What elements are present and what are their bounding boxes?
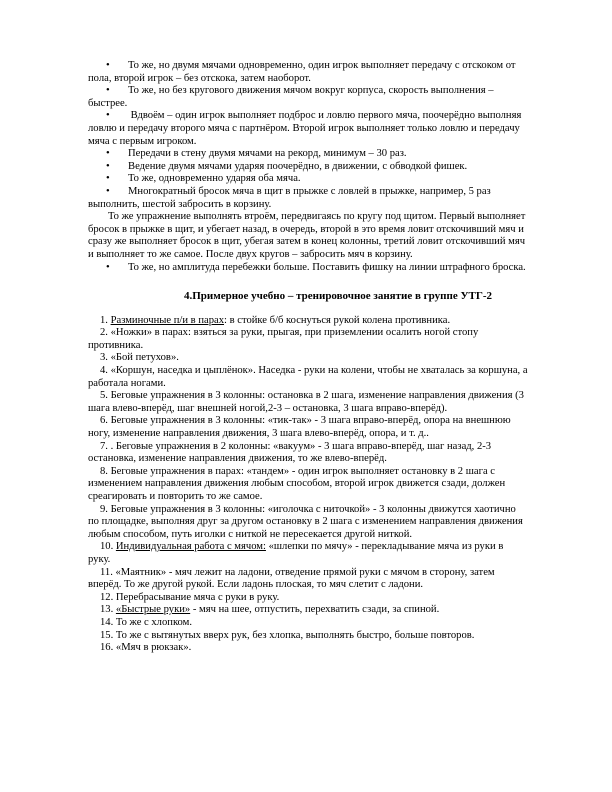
bullet-icon: • [106,110,110,122]
item-underlined-text: Разминочные п/и в парах [110,314,225,326]
numbered-item [88,390,528,415]
item-text: «шлепки по мячу» - перекладывание мяча из руки в руку. [88,541,504,565]
bullet-item [88,186,528,211]
bullet-icon: • [106,60,110,71]
item-number: 4. [100,365,111,377]
bullet-icon: • [106,173,110,185]
item-number: 13. [100,604,116,616]
numbered-item [88,315,528,328]
item-text: То же с хлопком. [115,616,192,628]
item-number: 8. [100,465,111,477]
bullet-item [88,262,528,275]
item-number: 11. [100,566,116,578]
bullet-list-top [88,60,528,211]
item-number: 7. [100,440,111,452]
item-text: Перебрасывание мяча с руки в руку. [115,591,280,603]
numbered-item [88,352,528,365]
item-text: : в стойке б/б коснуться рукой колена противника. [224,314,451,326]
numbered-item [88,592,528,605]
bullet-icon: • [106,160,110,172]
body-paragraph: То же упражнение выполнять втроём, передвигаясь по кругу под щитом. Первый выполняет бросок в прыжке в щит, и убегает назад, в очередь, второй в это время ловит отскочивший мяч и сразу же выполняет бросок в щит, убегая затем в конец колонны, третий ловит отскочивший мяч и выполняет то же самое. После двух кругов – забросить мяч в корзину. [88,211,526,260]
item-text: Беговые упражнения в парах: «тандем» - один игрок выполняет остановку в 2 шага с изменением направления движения любым способом, второй игрок движется сзади, должен среагировать и повторить то же самое. [88,465,506,502]
item-number: 16. [100,642,116,654]
bullet-item [88,173,528,186]
bullet-text: Вдвоём – один игрок выполняет подброс и ловлю первого мяча, поочерёдно выполняя ловлю и передачу второго мяча с партнёром. Второй игрок выполняет только ловлю и передачу мяча с первым игроком. [88,110,522,147]
bullet-list-bottom [88,262,528,275]
item-number: 1. [100,314,111,326]
item-number: 9. [100,503,111,515]
item-number: 6. [100,415,111,427]
bullet-icon: • [106,148,110,160]
item-text: «Бой петухов». [110,352,179,364]
numbered-item [88,642,528,655]
numbered-item [88,567,528,592]
item-text: Беговые упражнения в 3 колонны: «тик-так» - 3 шага вправо-вперёд, опора на внешнюю ногу, изменение направления движения, 3 шага влево-вперёд, опора, и т. д.. [88,415,511,440]
bullet-text: То же, но без кругового движения мячом вокруг корпуса, скорость выполнения – быстрее. [88,85,494,109]
item-underlined-text: Индивидуальная работа с мячом: [115,541,266,553]
numbered-item [88,504,528,542]
numbered-item [88,327,528,352]
bullet-text: То же, одновременно ударяя оба мяча. [128,173,301,185]
bullet-text: То же, но амплитуда перебежки больше. Поставить фишку на линии штрафного броска. [128,261,526,273]
numbered-item [88,604,528,617]
bullet-item [88,161,528,174]
numbered-item [88,617,528,630]
numbered-item [88,466,528,504]
item-number: 2. [100,327,111,339]
item-number: 14. [100,616,116,628]
bullet-text: Передачи в стену двумя мячами на рекорд, минимум – 30 раз. [128,148,407,160]
numbered-list [88,315,528,655]
section-heading: 4.Примерное учебно – тренировочное занятие в группе УТГ-2 [183,290,493,303]
bullet-text: Многократный бросок мяча в щит в прыжке с ловлей в прыжке, например, 5 раз выполнить, шестой забросить в корзину. [88,185,491,210]
item-text: То же с вытянутых вверх рук, без хлопка, выполнять быстро, больше повторов. [115,629,475,641]
item-number: 3. [100,352,111,364]
bullet-item [88,60,528,85]
document-page [88,60,528,655]
numbered-item [88,365,528,390]
item-text: «Мяч в рюкзак». [115,642,192,654]
item-text: - мяч на шее, отпустить, перехватить сзади, за спиной. [190,604,440,616]
bullet-icon: • [106,185,110,197]
bullet-icon: • [106,261,110,273]
numbered-item [88,441,528,466]
bullet-item [88,148,528,161]
bullet-text: Ведение двумя мячами ударяя поочерёдно, в движении, с обводкой фишек. [128,160,468,172]
bullet-text: То же, но двумя мячами одновременно, один игрок выполняет передачу с отскоком от пола, второй игрок – без отскока, затем наоборот. [88,60,516,84]
item-number: 12. [100,591,116,603]
item-number: 5. [100,390,111,402]
item-text: «Коршун, наседка и цыплёнок». Наседка - руки на колени, чтобы не хваталась за коршуна, а работала ногами. [88,365,528,389]
bullet-item [88,85,528,110]
numbered-item [88,630,528,643]
item-number: 10. [100,541,116,553]
item-text: Беговые упражнения в 3 колонны: «иголочка с ниточкой» - 3 колонны движутся хаотично по площадке, выполняя друг за другом остановку в 2 шага с изменением направления движения любым способом, путь иголки с ниткой не пересекается другой ниткой. [88,503,523,540]
numbered-item [88,415,528,440]
bullet-item [88,110,528,148]
item-number: 15. [100,629,116,641]
item-text: Беговые упражнения в 3 колонны: остановка в 2 шага, изменение направления движения (3 шага влево-вперёд, шаг внешней ногой,2-3 – остановка, 3 шага вправо-вперёд). [88,390,524,414]
item-text: «Ножки» в парах: взяться за руки, прыгая, при приземлении осалить ногой стопу противника. [88,327,479,351]
item-text: . Беговые упражнения в 2 колонны: «вакуум» - 3 шага вправо-вперёд, шаг назад, 2-3 остановка, изменение направления движения, то же влево-вперёд. [88,440,492,465]
numbered-item [88,541,528,566]
bullet-icon: • [106,85,110,97]
item-text: «Маятник» - мяч лежит на ладони, отведение прямой руки с мячом в сторону, затем вперёд. То же другой рукой. Если ладонь плоская, то мяч слетит с ладони. [88,566,495,591]
item-underlined-text: «Быстрые руки» [115,604,191,616]
